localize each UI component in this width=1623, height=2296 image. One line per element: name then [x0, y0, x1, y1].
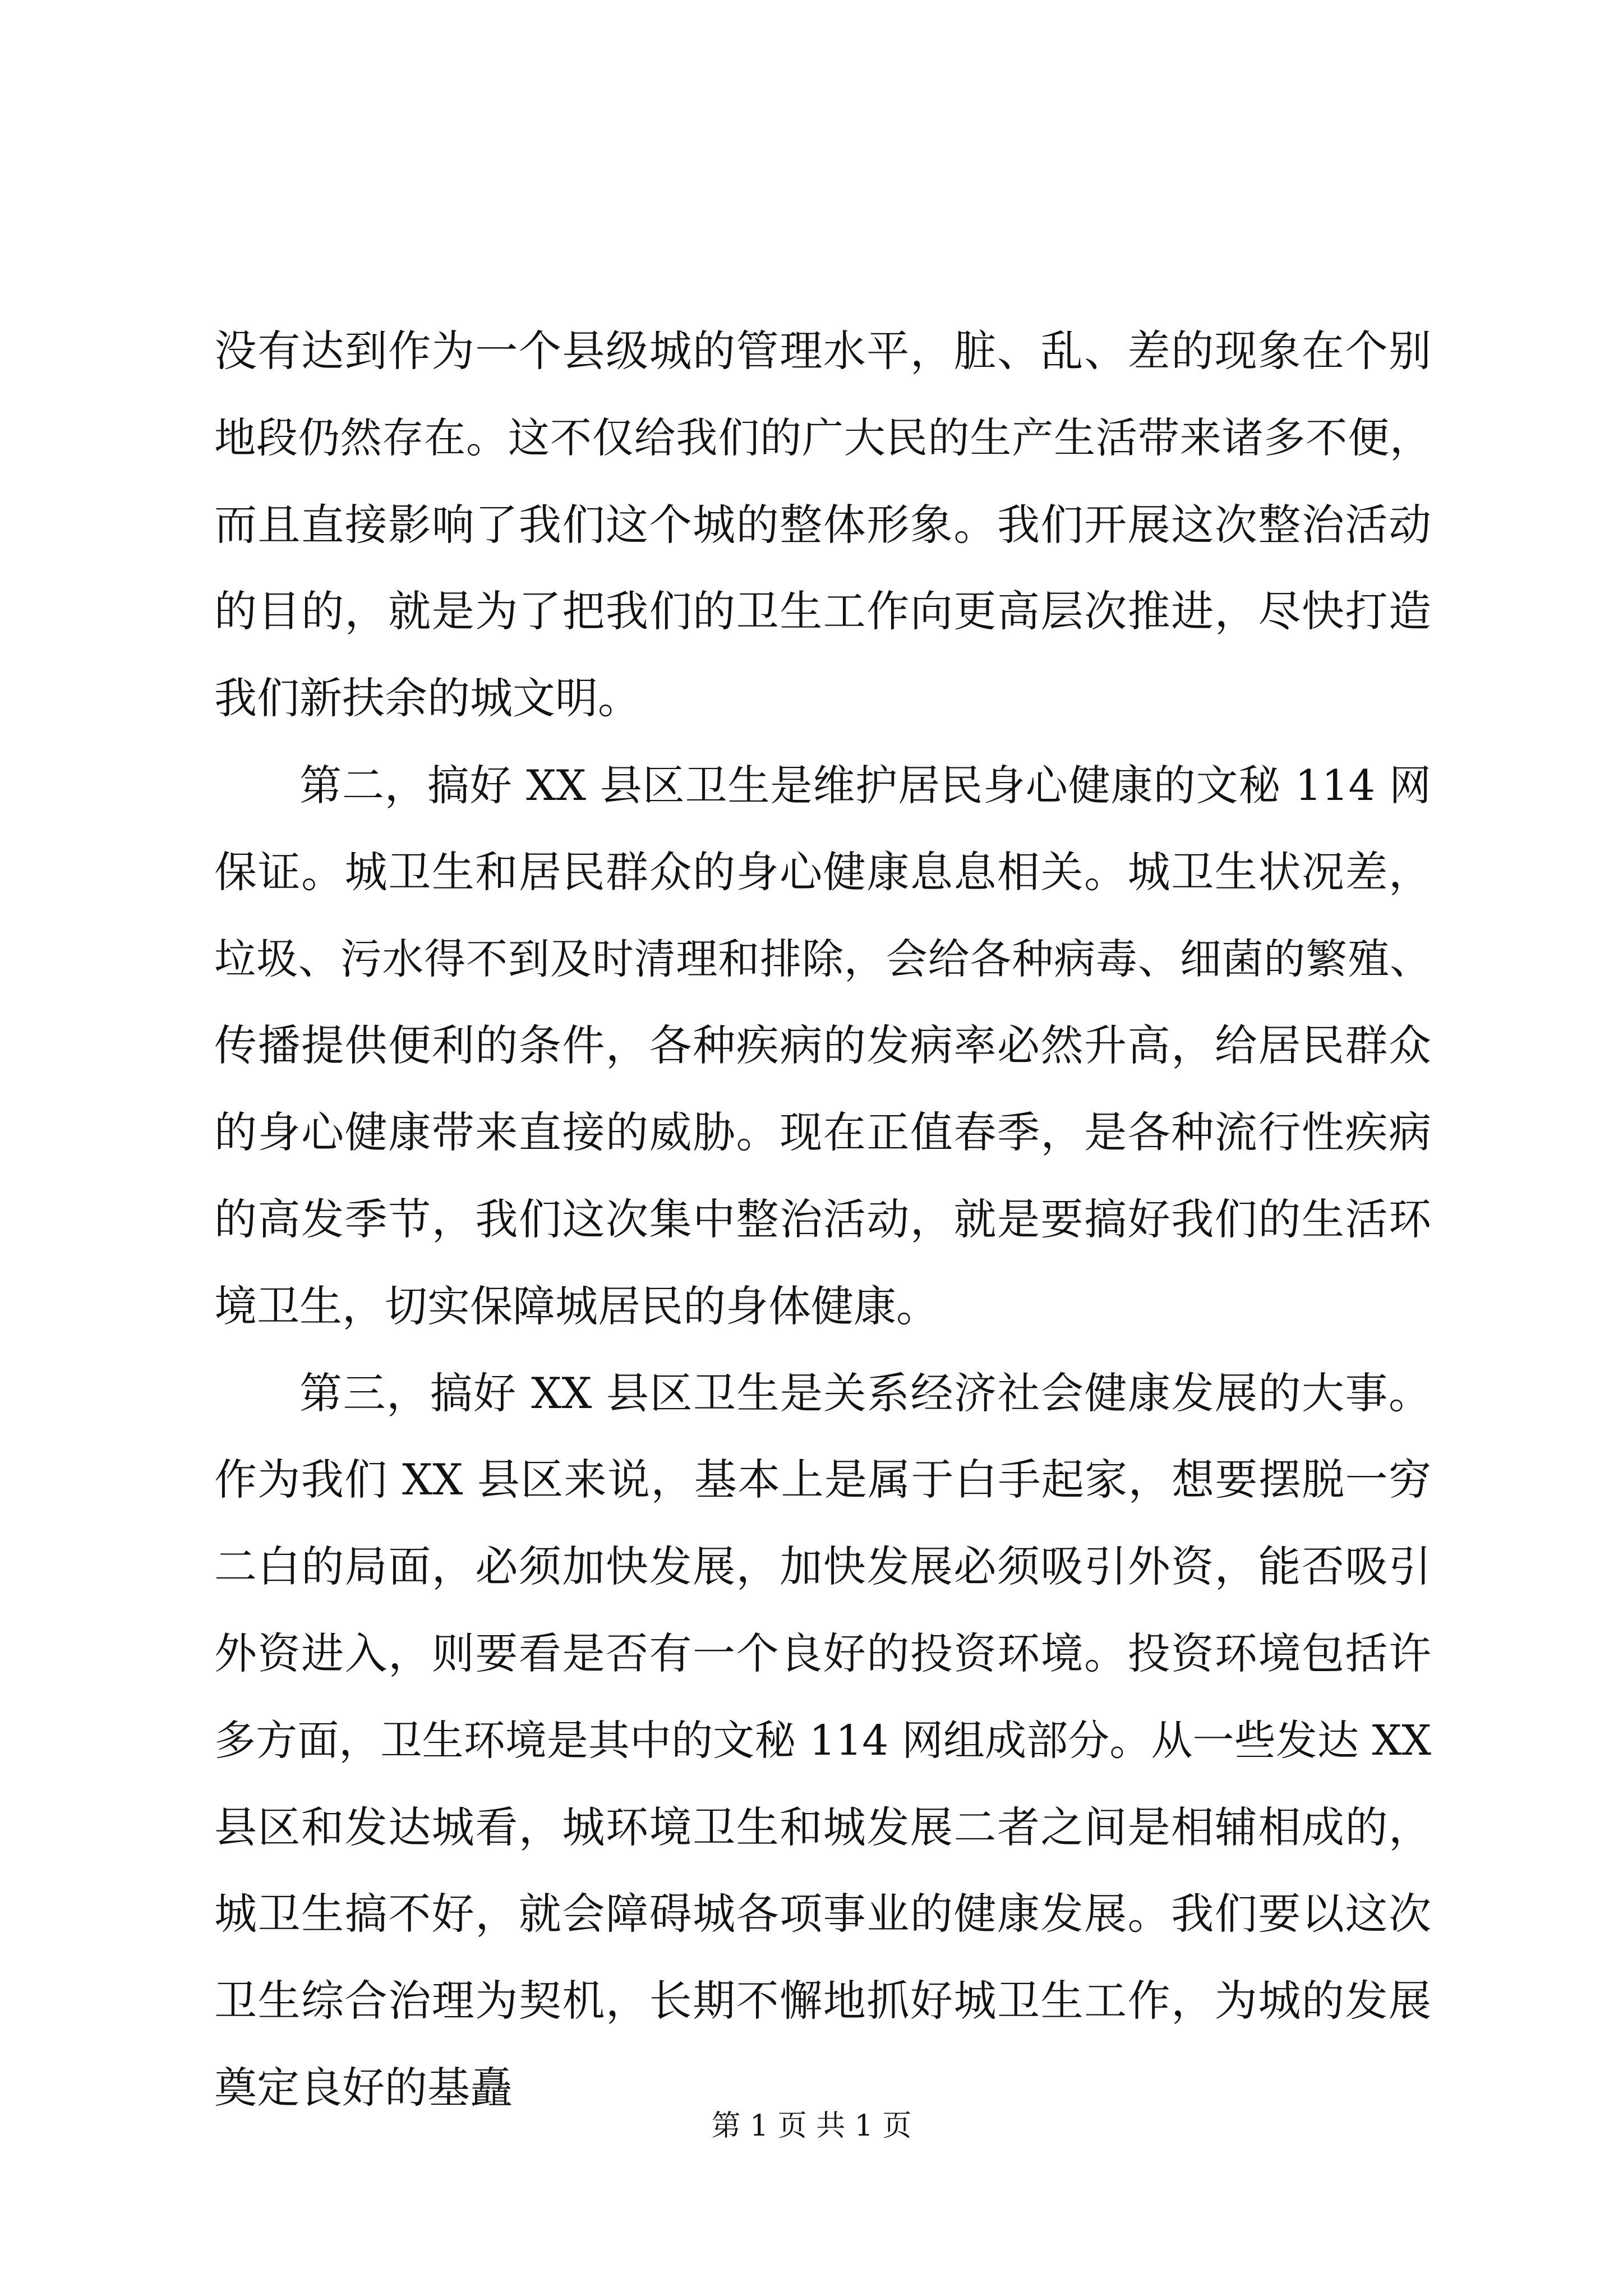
text-line: 第三，搞好 XX 县区卫生是关系经济社会健康发展的大事。 [299, 1368, 1431, 1418]
text-line: 保证。城卫生和居民群众的身心健康息息相关。城卫生状况差， [214, 846, 1431, 897]
text-line: 县区和发达城看，城环境卫生和城发展二者之间是相辅相成的， [214, 1802, 1431, 1852]
page-footer: 第 1 页 共 1 页 [711, 2109, 912, 2143]
text-line: 作为我们 XX 县区来说，基本上是属于白手起家，想要摆脱一穷 [214, 1455, 1431, 1505]
text-line: 的目的，就是为了把我们的卫生工作向更高层次推进，尽快打造 [214, 586, 1431, 637]
text-line: 垃圾、污水得不到及时清理和排除，会给各种病毒、细菌的繁殖、 [214, 935, 1431, 983]
document-body [214, 308, 1431, 2132]
text-line: 境卫生，切实保障城居民的身体健康。 [214, 1281, 939, 1331]
text-line: 没有达到作为一个县级城的管理水平，脏、乱、差的现象在个别 [214, 326, 1431, 376]
text-line: 而且直接影响了我们这个城的整体形象。我们开展这次整治活动 [214, 499, 1431, 550]
text-line: 卫生综合治理为契机，长期不懈地抓好城卫生工作，为城的发展 [214, 1976, 1431, 2026]
text-line: 外资进入，则要看是否有一个良好的投资环境。投资环境包括许 [214, 1628, 1431, 1678]
text-line: 地段仍然存在。这不仅给我们的广大民的生产生活带来诸多不便， [214, 413, 1431, 462]
text-line: 的高发季节，我们这次集中整治活动，就是要搞好我们的生活环 [214, 1194, 1431, 1244]
text-line: 奠定良好的基矗 [214, 2062, 513, 2113]
text-line: 第二，搞好 XX 县区卫生是维护居民身心健康的文秘 114 网 [299, 760, 1431, 810]
text-line: 二白的局面，必须加快发展，加快发展必须吸引外资，能否吸引 [214, 1542, 1431, 1592]
text-line: 我们新扶余的城文明。 [214, 673, 640, 724]
text-line: 城卫生搞不好，就会障碍城各项事业的健康发展。我们要以这次 [214, 1889, 1431, 1939]
text-line: 传播提供便利的条件，各种疾病的发病率必然升高，给居民群众 [214, 1020, 1431, 1071]
text-line: 的身心健康带来直接的威胁。现在正值春季，是各种流行性疾病 [214, 1107, 1431, 1158]
text-line: 多方面，卫生环境是其中的文秘 114 网组成部分。从一些发达 XX [214, 1716, 1431, 1765]
